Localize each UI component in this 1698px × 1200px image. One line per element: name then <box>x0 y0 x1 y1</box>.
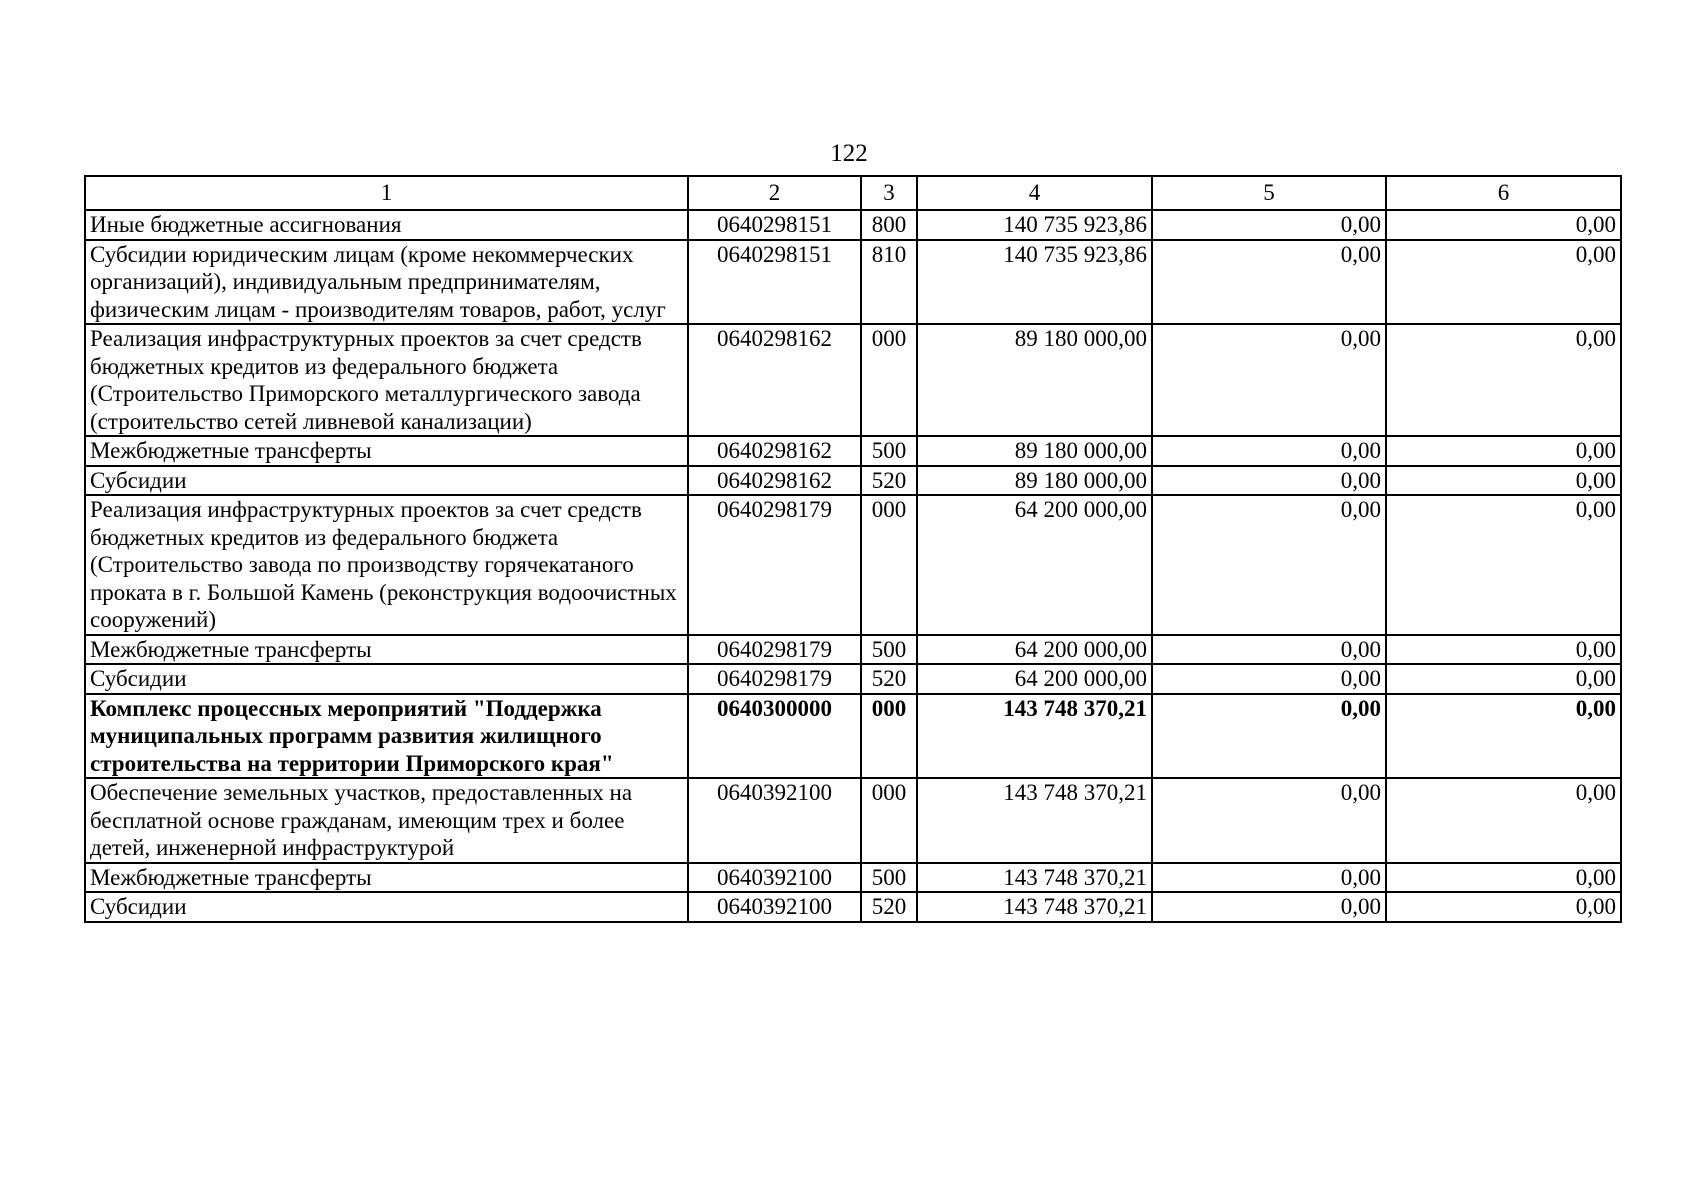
row-amount-5: 0,00 <box>1152 240 1386 325</box>
row-code: 0640298162 <box>688 436 861 466</box>
table-row <box>85 635 1621 665</box>
row-amount-5: 0,00 <box>1152 694 1386 779</box>
row-kvr: 810 <box>861 240 917 325</box>
row-amount-6: 0,00 <box>1386 324 1621 436</box>
row-code: 0640298162 <box>688 324 861 436</box>
row-name: Межбюджетные трансферты <box>85 436 688 466</box>
row-name: Реализация инфраструктурных проектов за счет средств бюджетных кредитов из федерального бюджета (Строительство завода по производству горячекатаного проката в г. Большой Камень (реконструкция водоочистных сооружений) <box>85 495 688 635</box>
row-code: 0640298151 <box>688 240 861 325</box>
row-amount-4: 143 748 370,21 <box>917 694 1152 779</box>
row-amount-4: 64 200 000,00 <box>917 635 1152 665</box>
row-amount-4: 143 748 370,21 <box>917 863 1152 893</box>
column-header: 2 <box>688 176 861 210</box>
column-header: 5 <box>1152 176 1386 210</box>
table-row <box>85 436 1621 466</box>
row-amount-6: 0,00 <box>1386 694 1621 779</box>
row-name: Субсидии <box>85 466 688 496</box>
row-amount-6: 0,00 <box>1386 210 1621 240</box>
row-amount-6: 0,00 <box>1386 778 1621 863</box>
table-row <box>85 664 1621 694</box>
column-header: 6 <box>1386 176 1621 210</box>
row-code: 0640298162 <box>688 466 861 496</box>
column-header: 4 <box>917 176 1152 210</box>
row-kvr: 000 <box>861 495 917 635</box>
table-row <box>85 863 1621 893</box>
row-kvr: 500 <box>861 436 917 466</box>
row-name: Субсидии юридическим лицам (кроме некоммерческих организаций), индивидуальным предпринимателям, физическим лицам - производителям товаров, работ, услуг <box>85 240 688 325</box>
row-name: Комплекс процессных мероприятий "Поддержка муниципальных программ развития жилищного строительства на территории Приморского края" <box>85 694 688 779</box>
row-amount-5: 0,00 <box>1152 495 1386 635</box>
row-kvr: 500 <box>861 863 917 893</box>
row-amount-5: 0,00 <box>1152 324 1386 436</box>
column-header: 1 <box>85 176 688 210</box>
row-code: 0640298179 <box>688 495 861 635</box>
row-kvr: 000 <box>861 778 917 863</box>
row-name: Межбюджетные трансферты <box>85 863 688 893</box>
table-row <box>85 466 1621 496</box>
table-row <box>85 495 1621 635</box>
row-amount-5: 0,00 <box>1152 436 1386 466</box>
row-amount-6: 0,00 <box>1386 664 1621 694</box>
row-amount-5: 0,00 <box>1152 664 1386 694</box>
table-row <box>85 892 1621 922</box>
page-number: 122 <box>830 140 868 167</box>
row-amount-6: 0,00 <box>1386 892 1621 922</box>
row-kvr: 000 <box>861 324 917 436</box>
row-kvr: 520 <box>861 466 917 496</box>
row-name: Межбюджетные трансферты <box>85 635 688 665</box>
row-amount-5: 0,00 <box>1152 466 1386 496</box>
row-amount-6: 0,00 <box>1386 436 1621 466</box>
row-kvr: 000 <box>861 694 917 779</box>
row-code: 0640300000 <box>688 694 861 779</box>
row-code: 0640392100 <box>688 863 861 893</box>
column-header: 3 <box>861 176 917 210</box>
row-name: Иные бюджетные ассигнования <box>85 210 688 240</box>
row-code: 0640392100 <box>688 892 861 922</box>
row-amount-4: 64 200 000,00 <box>917 495 1152 635</box>
row-amount-5: 0,00 <box>1152 863 1386 893</box>
row-name: Обеспечение земельных участков, предоставленных на бесплатной основе гражданам, имеющим трех и более детей, инженерной инфраструктурой <box>85 778 688 863</box>
row-kvr: 520 <box>861 892 917 922</box>
row-amount-6: 0,00 <box>1386 863 1621 893</box>
budget-table <box>84 175 1622 923</box>
row-kvr: 500 <box>861 635 917 665</box>
table-row <box>85 778 1621 863</box>
table-row <box>85 240 1621 325</box>
table-row <box>85 324 1621 436</box>
row-amount-5: 0,00 <box>1152 778 1386 863</box>
row-amount-5: 0,00 <box>1152 210 1386 240</box>
row-amount-6: 0,00 <box>1386 466 1621 496</box>
row-amount-4: 140 735 923,86 <box>917 210 1152 240</box>
row-amount-4: 64 200 000,00 <box>917 664 1152 694</box>
row-name: Субсидии <box>85 664 688 694</box>
row-code: 0640298179 <box>688 664 861 694</box>
row-kvr: 800 <box>861 210 917 240</box>
row-name: Субсидии <box>85 892 688 922</box>
row-amount-5: 0,00 <box>1152 892 1386 922</box>
table-row <box>85 210 1621 240</box>
row-amount-5: 0,00 <box>1152 635 1386 665</box>
row-amount-6: 0,00 <box>1386 240 1621 325</box>
row-name: Реализация инфраструктурных проектов за счет средств бюджетных кредитов из федерального бюджета (Строительство Приморского металлургического завода (строительство сетей ливневой канализации) <box>85 324 688 436</box>
row-amount-4: 89 180 000,00 <box>917 466 1152 496</box>
row-amount-4: 89 180 000,00 <box>917 324 1152 436</box>
header-row <box>85 176 1621 210</box>
row-amount-6: 0,00 <box>1386 495 1621 635</box>
row-code: 0640298151 <box>688 210 861 240</box>
row-code: 0640298179 <box>688 635 861 665</box>
row-code: 0640392100 <box>688 778 861 863</box>
row-kvr: 520 <box>861 664 917 694</box>
row-amount-4: 89 180 000,00 <box>917 436 1152 466</box>
row-amount-4: 140 735 923,86 <box>917 240 1152 325</box>
row-amount-6: 0,00 <box>1386 635 1621 665</box>
table-row-section-total <box>85 694 1621 779</box>
row-amount-4: 143 748 370,21 <box>917 892 1152 922</box>
row-amount-4: 143 748 370,21 <box>917 778 1152 863</box>
